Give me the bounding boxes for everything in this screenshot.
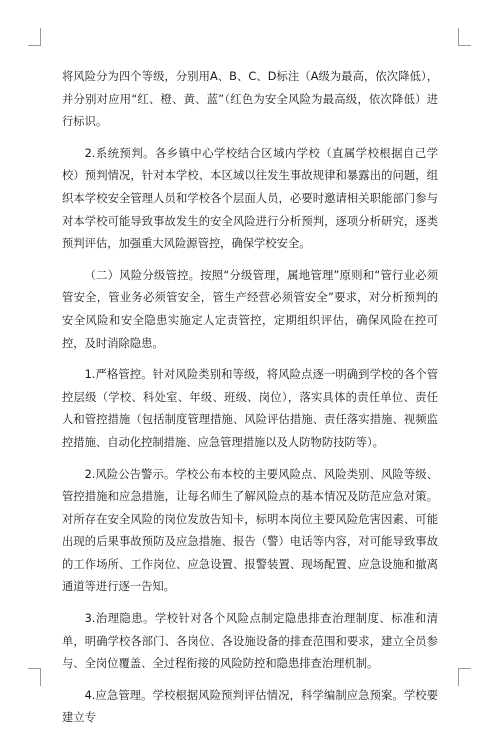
crop-mark-bottom-right-h bbox=[458, 668, 471, 669]
paragraph-hazard-governance: 3.治理隐患。学校针对各个风险点制定隐患排查治理制度、标准和清单，明确学校各部门、各岗位、各设施设备的排查范围和要求，建立全员参与、全岗位覆盖、全过程衔接的风险防控和隐患排查治理机制。 bbox=[62, 612, 438, 671]
paragraph-strict-control: 1.严格管控。针对风险类别和等级，将风险点逐一明确到学校的各个管控层级（学校、科处室、年级、班级、岗位），落实具体的责任单位、责任人和管控措施（包括制度管理措施、风险评估措施、责任落实措施、视频监控措施、自动化控制措施、应急管理措施以及人防物防技防等）。 bbox=[62, 368, 438, 449]
paragraph-risk-notice-warning: 2.风险公告警示。学校公布本校的主要风险点、风险类别、风险等级、管控措施和应急措施，让每名师生了解风险点的基本情况及防范应急对策。对所存在安全风险的岗位发放告知卡，标明本岗位主要风险危害因素、可能出现的后果事故预防及应急措施、报告（警）电话等内容，对可能导致事故的工作场所、工作岗位、应急设置、报警装置、现场配置、应急设施和撤离通道等进行逐一告知。 bbox=[62, 467, 438, 594]
paragraph-emergency-management: 4.应急管理。学校根据风险预判评估情况，科学编制应急预案。学校要建立专 bbox=[62, 688, 438, 725]
paragraph-system-prediction: 2.系统预判。各乡镇中心学校结合区域内学校（直属学校根据自己学校）预判情况，针对本学校、本区域以往发生事故规律和暴露出的问题，组织本学校安全管理人员和学校各个层面人员，必要时邀请相关职能部门参与对本学校可能导致事故发生的安全风险进行分析预判，逐项分析研究，逐类预判评估，加强重大风险源管控，确保学校安全。 bbox=[62, 146, 438, 251]
crop-mark-bottom-left-h bbox=[28, 668, 41, 669]
crop-mark-top-right-h bbox=[458, 45, 471, 46]
crop-mark-bottom-left bbox=[40, 668, 41, 686]
body-text bbox=[62, 66, 438, 739]
crop-mark-top-left bbox=[40, 28, 41, 46]
crop-mark-bottom-right bbox=[458, 668, 459, 686]
paragraph-risk-grading-control: （二）风险分级管控。按照“分级管理，属地管理”原则和“管行业必须管安全，管业务必须管安全，管生产经营必须管安全”要求，对分析预判的安全风险和安全隐患实施定人定责管控，定期组织评估，确保风险在控可控，及时消除隐患。 bbox=[62, 268, 438, 350]
crop-mark-top-right bbox=[458, 28, 459, 46]
paragraph-continuation: 将风险分为四个等级，分别用A、B、C、D标注（A级为最高，依次降低），并分别对应用“红、橙、黄、蓝”（红色为安全风险为最高级，依次降低）进行标识。 bbox=[62, 70, 438, 129]
crop-mark-top-left-h bbox=[28, 45, 41, 46]
